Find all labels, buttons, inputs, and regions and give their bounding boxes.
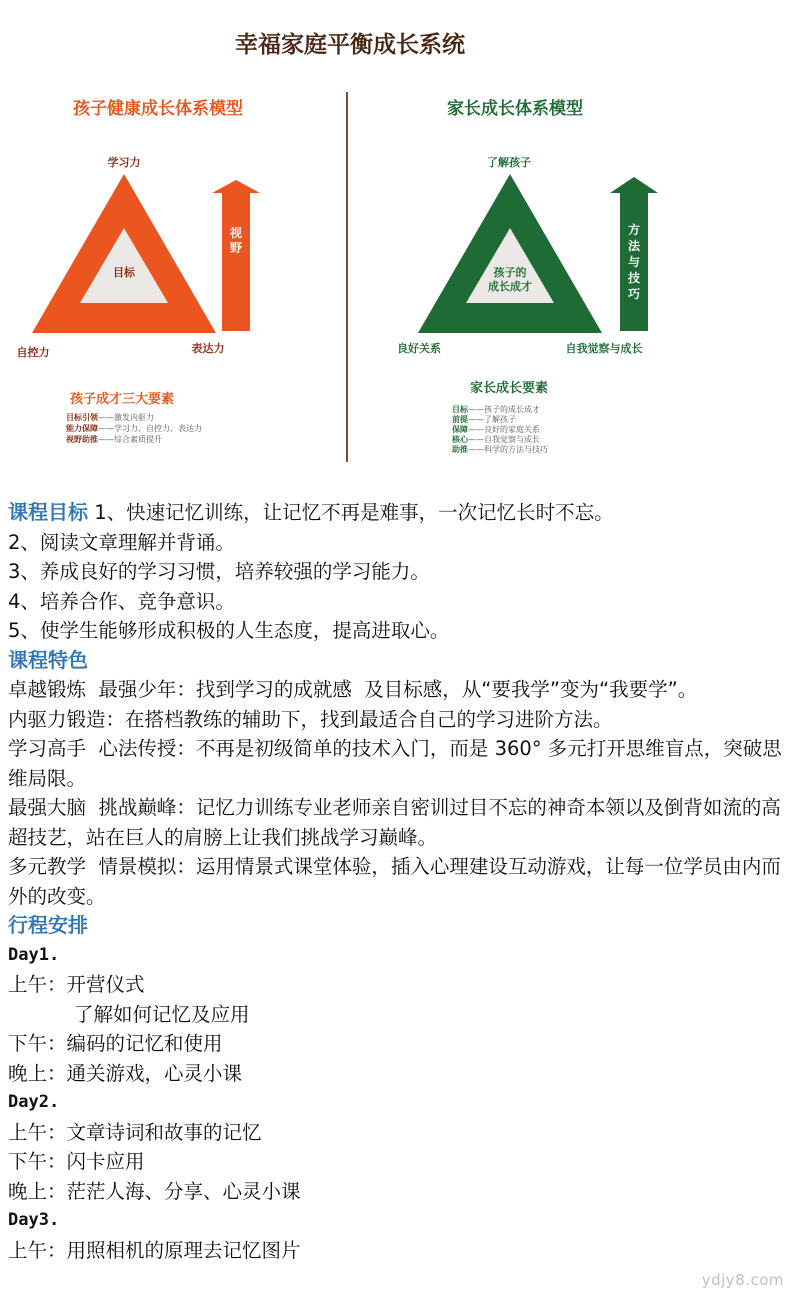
feature-item-2: 内驱力锻造：在搭档教练的辅助下，找到最适合自己的学习进阶方法。 [8,707,613,731]
child-label-goal: 目标 [113,266,135,279]
goal-item-3: 3、养成良好的学习习惯，培养较强的学习能力。 [8,560,430,583]
day3-title: Day3. [8,1210,60,1230]
parent-method-arrow [610,177,658,331]
parent-label-understand: 了解孩子 [487,156,531,169]
course-content [8,498,798,1265]
day2-evening: 晚上：茫茫人海、分享、心灵小课 [8,1179,301,1203]
day2-afternoon: 下午：闪卡应用 [8,1150,145,1173]
family-growth-diagram [0,0,800,470]
child-label-learning: 学习力 [107,156,141,169]
child-model-title: 孩子健康成长体系模型 [73,99,243,119]
parent-label-selfaware: 自我觉察与成长 [565,342,643,355]
parent-method-char1: 方 [627,223,641,237]
feature-item-1: 卓越锻炼 最强少年：找到学习的成就感 及目标感，从“要我学”变为“我要学”。 [8,678,698,701]
child-factor-1: 目标引领——激发内驱力 [66,413,154,422]
child-factor-3: 视野助推——综合素质提升 [66,435,162,444]
feature-item-3: 学习高手 心法传授：不再是初级简单的技术入门，而是 360° 多元打开思维盲点，突破思维局限。 [8,737,782,790]
features-heading: 课程特色 [8,647,88,672]
goal-item-2: 2、阅读文章理解并背诵。 [8,530,235,554]
child-factors-list [65,412,202,444]
parent-factor-4: 核心——自我觉察与成长 [452,435,540,444]
day1-evening: 晚上：通关游戏，心灵小课 [8,1061,243,1085]
parent-growth-model [397,98,658,454]
parent-method-char4: 技 [627,271,641,285]
diagram-title: 幸福家庭平衡成长系统 [235,32,465,58]
parent-factor-3: 保障——良好的家庭关系 [452,425,540,434]
parent-factor-5: 助推——科学的方法与技巧 [452,445,548,454]
child-factor-2: 能力保障——学习力、自控力、表达力 [66,424,202,433]
child-factors-title: 孩子成才三大要素 [70,392,175,407]
goal-line-1 [8,498,798,528]
child-vision-char2: 野 [229,241,243,255]
parent-factor-1: 目标——孩子的成长成才 [452,405,540,414]
goals-heading: 课程目标 [8,500,88,524]
watermark: ydjy8.com [701,1271,784,1289]
goal-item-5: 5、使学生能够形成积极的人生态度，提高进取心。 [8,619,450,642]
goal-item-1: 1、快速记忆训练，让记忆不再是难事，一次记忆长时不忘。 [94,501,614,524]
parent-label-relation: 良好关系 [397,342,441,355]
parent-label-center-1: 孩子的 [493,266,527,279]
day1-morning: 上午：开营仪式 [8,973,145,996]
parent-method-label [627,222,641,301]
parent-model-title: 家长成长体系模型 [447,99,583,119]
goal-item-4: 4、培养合作、竞争意识。 [8,589,235,613]
day3-morning: 上午：用照相机的原理去记忆图片 [8,1238,301,1262]
parent-method-char5: 巧 [627,287,641,301]
parent-method-char3: 与 [627,255,641,269]
child-vision-char1: 视 [229,226,243,240]
feature-item-4: 最强大脑 挑战巅峰：记忆力训练专业老师亲自密训过目不忘的神奇本领以及倒背如流的高超技艺，站在巨人的肩膀上让我们挑战学习巅峰。 [8,796,781,849]
day2-title: Day2. [8,1092,60,1112]
day1-title: Day1. [8,944,60,965]
child-label-selfcontrol: 自控力 [16,346,50,359]
child-growth-model [17,98,261,444]
parent-label-center-2: 成长成才 [488,280,532,293]
child-vision-arrow [212,180,260,331]
day1-morning-2: 了解如何记忆及应用 [74,1002,250,1026]
child-label-expression: 表达力 [191,342,225,355]
schedule-heading: 行程安排 [8,913,88,937]
parent-method-char2: 法 [627,239,641,253]
day2-morning: 上午：文章诗词和故事的记忆 [8,1120,262,1144]
day1-afternoon: 下午：编码的记忆和使用 [8,1032,223,1055]
feature-item-5: 多元教学 情景模拟：运用情景式课堂体验，插入心理建设互动游戏，让每一位学员由内而外的改变。 [8,855,781,908]
parent-factor-2: 前提——了解孩子 [452,415,516,424]
parent-factors-title: 家长成长要素 [470,381,549,396]
parent-factors-list [451,404,548,454]
